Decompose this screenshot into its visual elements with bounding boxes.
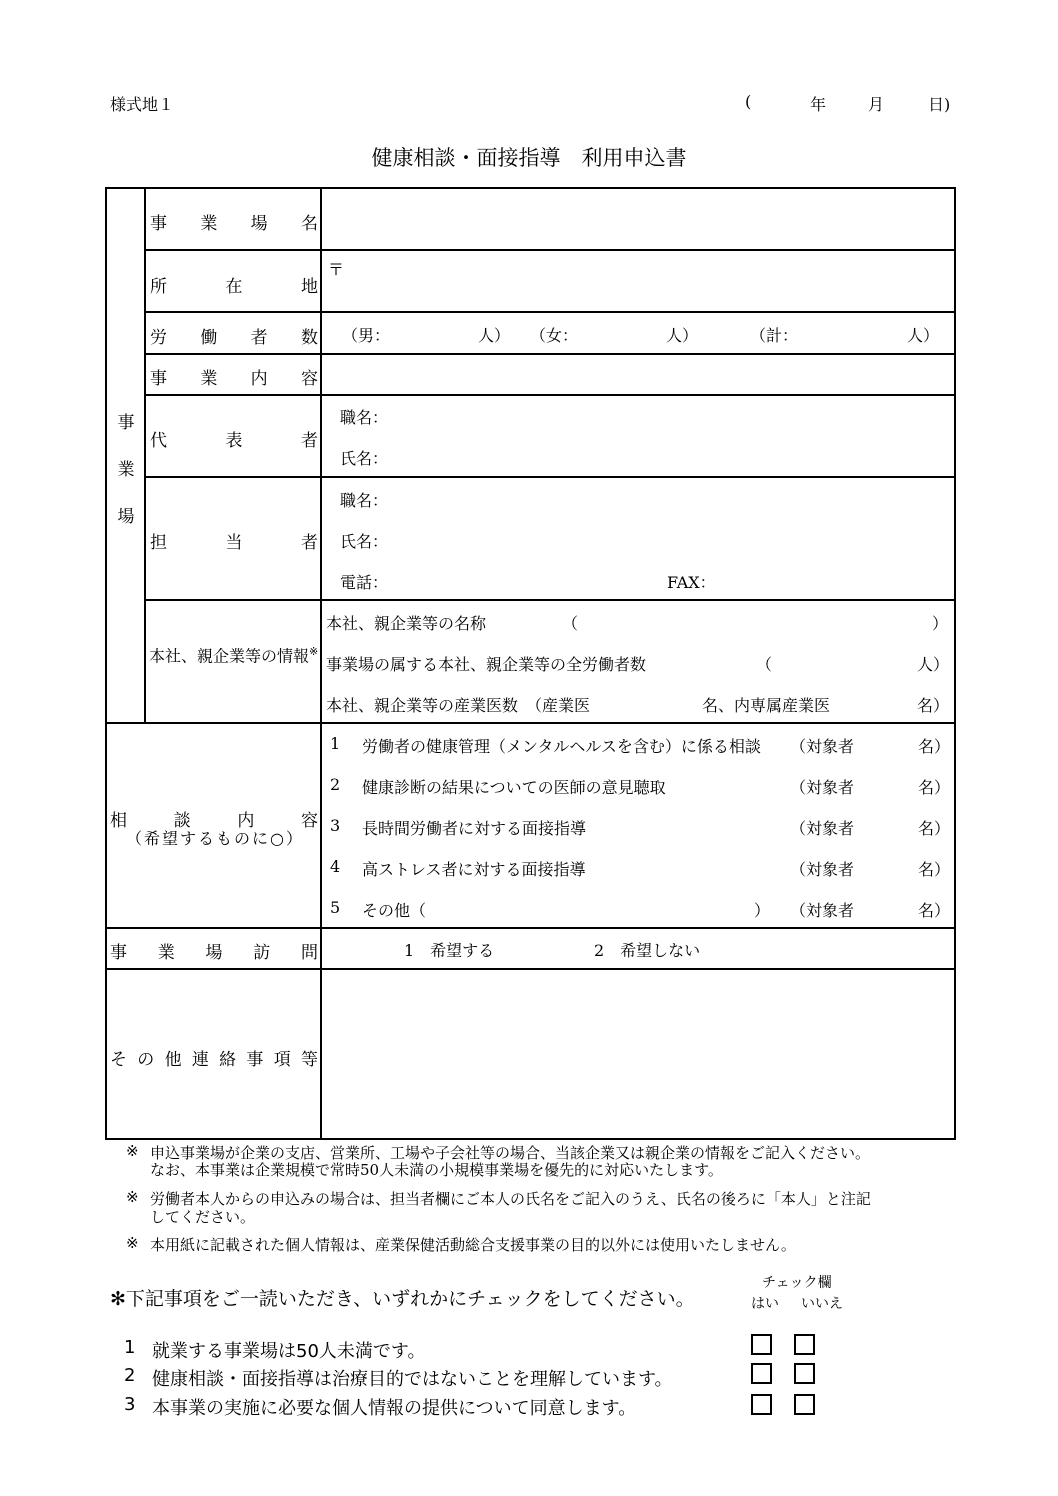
visit-option-yes[interactable]: 1 希望する <box>404 941 495 960</box>
jigyosho-name-field[interactable] <box>322 189 954 249</box>
note-3-line1: 本用紙に記載された個人情報は、産業保健活動総合支援事業の目的以外には使用いたしません。 <box>150 1236 796 1254</box>
consult-item-2[interactable]: 2 健康診断の結果についての医師の意見聴取 （対象者 名） <box>330 775 951 797</box>
label-business: 事 業 内 容 <box>150 369 318 389</box>
consult-item-4[interactable]: 4 高ストレス者に対する面接指導 （対象者 名） <box>330 857 951 879</box>
representative-field[interactable]: 職名： 氏名： <box>340 408 389 468</box>
check-heading: ✻下記事項をご一読いただき、いずれかにチェックをしてください。 <box>110 1288 695 1310</box>
checkbox-no[interactable] <box>794 1363 815 1384</box>
date-day: 日) <box>928 95 951 114</box>
consult-item-5[interactable]: 5 その他（ ） （対象者 名） <box>330 898 951 920</box>
note-mark: ※ <box>126 1234 139 1252</box>
address-field[interactable] <box>322 251 954 311</box>
note-2-line2: してください。 <box>150 1208 256 1226</box>
jigyosho-side-label: 事 業 場 <box>117 413 135 527</box>
checkbox-no[interactable] <box>794 1334 815 1355</box>
label-contact: 担 当 者 <box>150 533 318 553</box>
page-title: 健康相談・面接指導 利用申込書 <box>371 146 687 170</box>
workers-field[interactable]: （男： 人） （女： 人） （計： 人） <box>342 326 940 345</box>
consult-sub-label: （希望するものに○） <box>126 829 304 848</box>
check-no-header: いいえ <box>801 1296 843 1312</box>
consult-item-3[interactable]: 3 長時間労働者に対する面接指導 （対象者 名） <box>330 816 951 838</box>
checkbox-yes[interactable] <box>751 1363 772 1384</box>
visit-options <box>322 929 954 968</box>
date-month: 月 <box>868 95 885 114</box>
label-address: 所 在 地 <box>150 277 318 297</box>
consult-items <box>322 724 954 927</box>
date-year: 年 <box>810 95 827 114</box>
visit-option-no[interactable]: 2 希望しない <box>594 941 701 960</box>
label-other: そ の 他 連 絡 事 項 等 <box>110 1050 318 1070</box>
date-open: ( <box>745 92 752 111</box>
label-jigyosho-name: 事 業 場 名 <box>150 214 318 234</box>
other-field[interactable] <box>322 970 954 1138</box>
checkbox-yes[interactable] <box>751 1394 772 1415</box>
label-parent-company: 本社、親企業等の情報※ <box>149 645 319 666</box>
label-representative: 代 表 者 <box>150 431 318 451</box>
note-1-line2: なお、本事業は企業規模で常時50人未満の小規模事業場を優先的に対応いたします。 <box>150 1161 723 1179</box>
checkbox-no[interactable] <box>794 1394 815 1415</box>
note-mark: ※ <box>126 1188 139 1206</box>
contact-field[interactable]: 職名： 氏名： 電話： FAX： <box>340 491 716 592</box>
business-field[interactable] <box>322 355 954 394</box>
parent-company-field[interactable]: 本社、親企業等の名称 （ ） 事業場の属する本社、親企業等の全労働者数 （ 人） 本社、親企業等の産業医数 （産業医 名、内専属産業医 名） <box>326 614 950 715</box>
form-number: 様式地１ <box>110 95 175 114</box>
label-visit: 事 業 場 訪 問 <box>110 943 318 963</box>
note-2-line1: 労働者本人からの申込みの場合は、担当者欄にご本人の氏名をご記入のうえ、氏名の後ろに「本人」と注記 <box>150 1190 871 1208</box>
note-1-line1: 申込事業場が企業の支店、営業所、工場や子会社等の場合、当該企業又は親企業の情報をご記入ください。 <box>150 1144 871 1162</box>
postal-mark: 〒 <box>328 260 345 279</box>
checkbox-yes[interactable] <box>751 1334 772 1355</box>
label-workers: 労 働 者 数 <box>150 328 318 348</box>
consult-item-1[interactable]: 1 労働者の健康管理（メンタルヘルスを含む）に係る相談 （対象者 名） <box>330 734 951 756</box>
check-column-title: チェック欄 <box>762 1275 832 1291</box>
label-consult: 相 談 内 容 <box>110 811 318 831</box>
check-yes-header: はい <box>751 1296 779 1312</box>
note-mark: ※ <box>126 1142 139 1160</box>
